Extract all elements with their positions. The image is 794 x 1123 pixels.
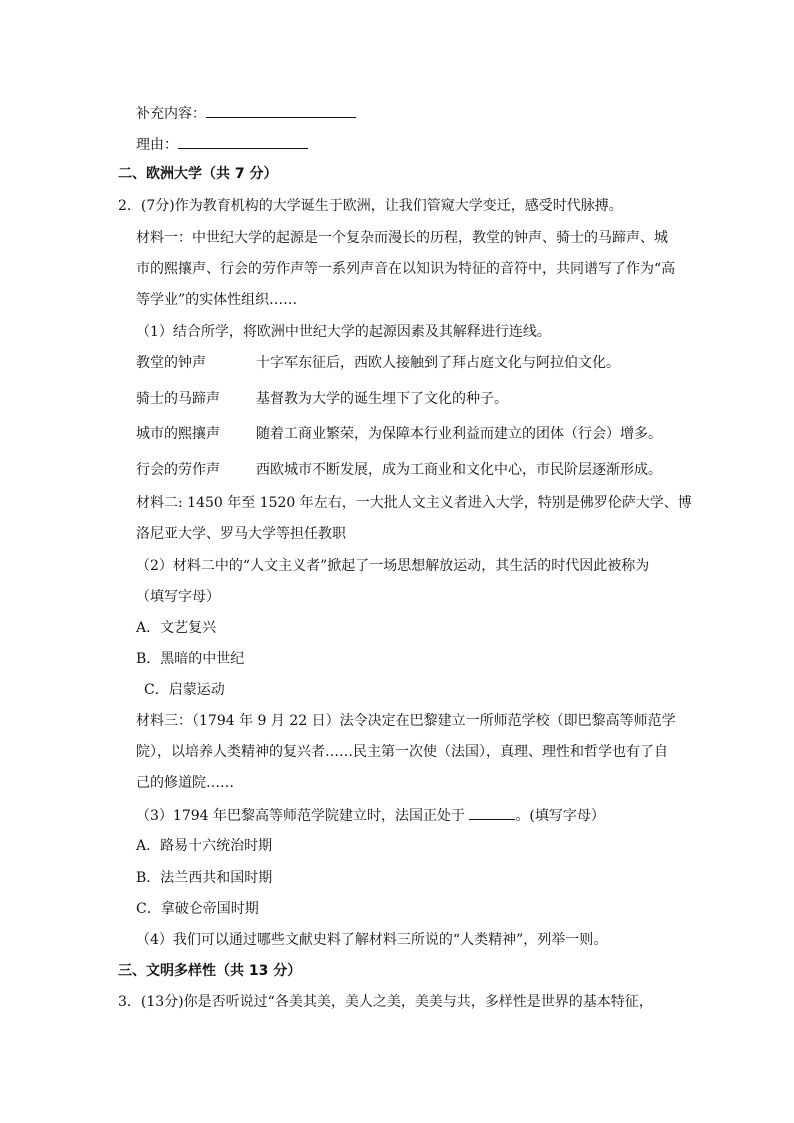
question2-3 [136,805,605,826]
match-left-item[interactable]: 城市的熙攘声 [136,426,220,442]
match-left-item[interactable]: 教堂的钟声 [136,355,206,371]
material3-line2: 院），以培养人类精神的复兴者……民主第一次使（法国），真理、理性和哲学也有了自 [136,744,668,760]
material2-line2: 洛尼亚大学、罗马大学等担任教职 [136,526,346,542]
question3-text: 你是否听说过“各美其美，美人之美，美美与共，多样性是世界的基本特征， [183,994,653,1010]
match-right-item[interactable]: 十字军东征后，西欧人接触到了拜占庭文化与阿拉伯文化。 [256,355,620,371]
reason-label: 理由： [136,137,178,153]
supplement-label: 补充内容： [136,106,206,122]
question2-3-suffix: 。(填写字母） [515,808,605,824]
question3-number: 3．(13分) [118,994,184,1010]
q2-option-a[interactable]: A．文艺复兴 [136,620,217,636]
match-row [136,460,662,480]
question2-1: （1）结合所学，将欧洲中世纪大学的起源因素及其解释进行连线。 [136,324,551,340]
material2-line1: 材料二: 1450 年至 1520 年左右，一大批人文主义者进入大学，特别是佛罗伦萨大学、博 [136,495,692,511]
material1-line3: 等学业”的实体性组织…… [136,292,298,308]
material1-line2: 市的熙攘声、行会的劳作声等一系列声音在以知识为特征的音符中，共同谱写了作为“高 [136,261,676,277]
q2-option-c[interactable]: C．启蒙运动 [144,682,225,698]
match-row [136,353,620,373]
question2-number: 2．(7分) [118,198,175,214]
supplement-line [136,103,356,124]
material1-line1: 材料一：中世纪大学的起源是一个复杂而漫长的历程，教堂的钟声、骑士的马蹄声、城 [136,230,668,246]
q3-option-b[interactable]: B．法兰西共和国时期 [136,870,273,886]
match-row [136,389,508,409]
section3-heading: 三、文明多样性（共 13 分） [118,963,302,979]
question2-stem [118,196,623,216]
match-left-item[interactable]: 行会的劳作声 [136,462,220,478]
question2-text: 作为教育机构的大学诞生于欧洲，让我们管窥大学变迁，感受时代脉搏。 [174,198,623,214]
question3-stem [118,992,653,1012]
match-left-item[interactable]: 骑士的马蹄声 [136,391,220,407]
reason-line [136,134,308,155]
section2-heading: 二、欧洲大学（共 7 分） [118,166,278,182]
reason-answer-blank[interactable] [178,134,308,149]
question2-3-answer-blank[interactable] [469,805,515,820]
q3-option-a[interactable]: A．路易十六统治时期 [136,838,273,854]
match-row [136,424,662,444]
match-right-item[interactable]: 基督教为大学的诞生埋下了文化的种子。 [256,391,508,407]
q2-option-b[interactable]: B．黑暗的中世纪 [136,651,245,667]
q3-option-c[interactable]: C．拿破仑帝国时期 [136,901,259,917]
question2-2-line2: （填写字母） [136,589,220,605]
supplement-answer-blank[interactable] [206,103,356,118]
question2-2-line1: （2）材料二中的“人文主义者”掀起了一场思想解放运动，其生活的时代因此被称为 [136,558,650,574]
match-right-item[interactable]: 西欧城市不断发展，成为工商业和文化中心，市民阶层逐渐形成。 [256,462,662,478]
material3-line3: 己的修道院…… [136,775,234,791]
material3-line1: 材料三：（1794 年 9 月 22 日）法令决定在巴黎建立一所师范学校（即巴黎高等师范学 [136,713,676,729]
question2-4: （4）我们可以通过哪些文献史料了解材料三所说的“人类精神”，列举一则。 [136,932,608,948]
match-right-item[interactable]: 随着工商业繁荣，为保障本行业利益而建立的团体（行会）增多。 [256,426,662,442]
question2-3-text: （3）1794 年巴黎高等师范学院建立时，法国正处于 [136,808,470,824]
